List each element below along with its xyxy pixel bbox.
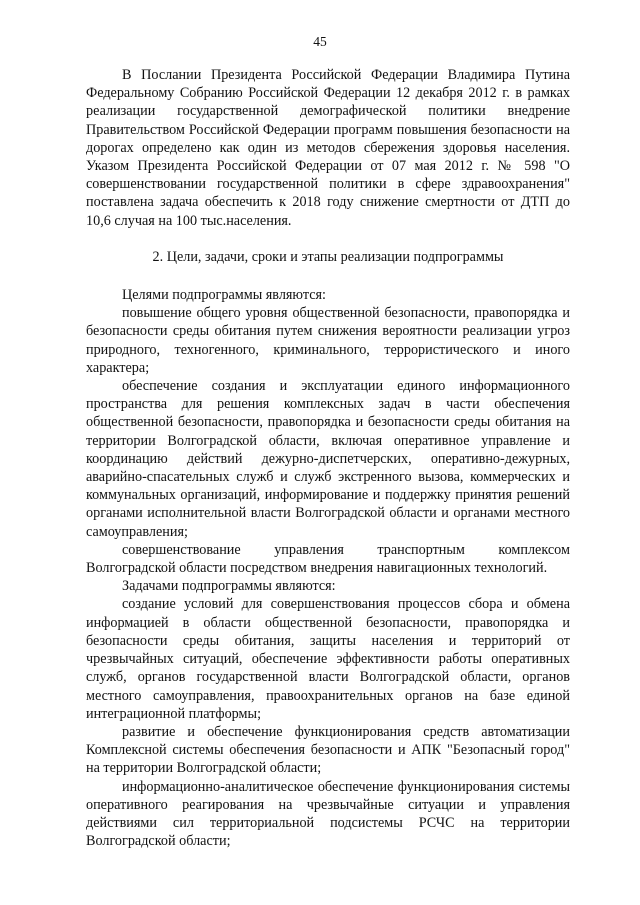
task-item: информационно-аналитическое обеспечение функционирования системы оперативного реагирования на чрезвычайные ситуации и управления действиями сил территориальной подсистемы РСЧС на территории Волгоградской области;: [86, 778, 570, 850]
task-item: развитие и обеспечение функционирования средств автоматизации Комплексной системы обеспечения безопасности и АПК "Безопасный город" на территории Волгоградской области;: [86, 723, 570, 777]
goal-item: совершенствование управления транспортным комплексом Волгоградской области посредством внедрения навигационных технологий.: [86, 541, 570, 577]
goal-item: обеспечение создания и эксплуатации единого информационного пространства для решения комплексных задач в части обеспечения общественной безопасности, правопорядка и безопасности среды обитания на территории Волгоградской области, включая оперативное управление и координацию действий дежурно-диспетчерских, оперативно-дежурных, аварийно-спасательных служб и служб экстренного вызова, коммерческих и коммунальных организаций, информирование и поддержку принятия решений органами исполнительной власти Волгоградской области и органами местного самоуправления;: [86, 378, 570, 540]
goal-item: повышение общего уровня общественной безопасности, правопорядка и безопасности среды обитания путем снижения вероятности реализации угроз природного, техногенного, криминального, террористического и иного характера;: [86, 305, 570, 376]
tasks-intro: Задачами подпрограммы являются:: [122, 578, 336, 595]
document-body: [86, 66, 570, 850]
task-item: создание условий для совершенствования процессов сбора и обмена информацией в области общественной безопасности, правопорядка и безопасности среды обитания, защиты населения и территорий от чрезвычайных ситуаций, обеспечение эффективности работы оперативных служб, органов государственной власти Волгоградской области, органов местного самоуправления, правоохранительных органов на базе единой интеграционной платформы;: [86, 596, 570, 722]
intro-paragraph: В Послании Президента Российской Федерации Владимира Путина Федеральному Собранию Российской Федерации 12 декабря 2012 г. в рамках реализации государственной демографической политики внедрение Правительством Российской Федерации программ повышения безопасности на дорогах определено как один из методов сбережения здоровья населения. Указом Президента Российской Федерации от 07 мая 2012 г. № 598 "О совершенствовании государственной политики в сфере здравоохранения" поставлена задача обеспечить к 2018 году снижение смертности от ДТП до 10,6 случая на 100 тыс.населения.: [86, 67, 570, 229]
goals-intro: Целями подпрограммы являются:: [122, 287, 326, 304]
section-heading: 2. Цели, задачи, сроки и этапы реализации подпрограммы: [152, 248, 504, 265]
page-number: 45: [313, 34, 327, 49]
